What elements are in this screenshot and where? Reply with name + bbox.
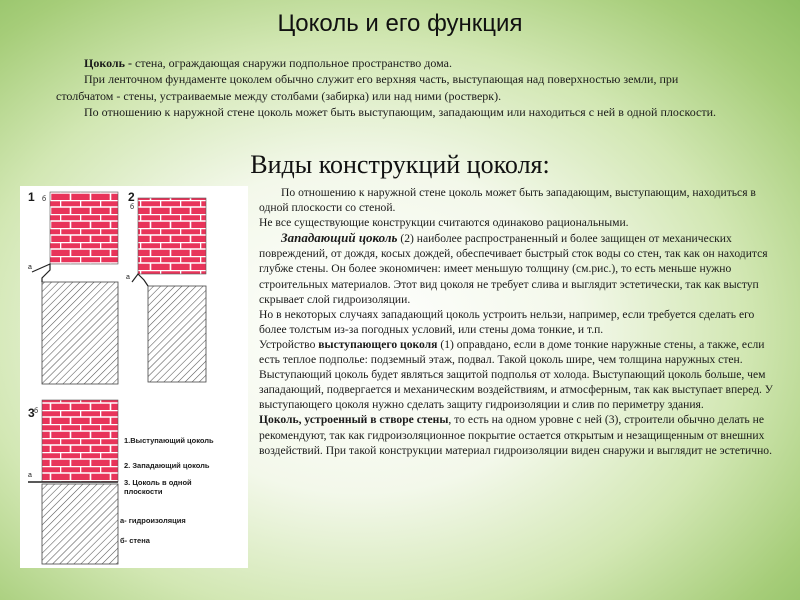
waterproofing-1 (32, 264, 50, 282)
plinth-2-hatch (148, 286, 206, 382)
wall-3-bricks (42, 400, 118, 482)
body-paragraph-4: Но в некоторых случаях западающий цоколь устроить нельзи, например, если требуется сделать его более толстым из-за погодных условий, или стены дома тонкие, и т.п. (259, 307, 755, 336)
tag-wall-3: б (34, 408, 39, 415)
body-paragraph-projecting: Устройство выступающего цоколя (1) оправдано, если в доме тонкие наружные стены, а также, если есть теплое подполье: подземный этаж, подвал. Такой цоколь шире, чем толщина наружных стен. Выступающий цоколь будет являться защитой подполья от холода. Выступающий цоколь больше, чем западающий, подвергается и механическим воздействиям, и атмосферным, так как выступает вперед. У выступающего цоколя нужно сделать защиту гидроизоляции и слив по периметру здания. (259, 337, 774, 412)
wall-1-bricks (50, 192, 118, 264)
tag-waterproofing-3: а (28, 472, 32, 479)
body-paragraph-flush: Цоколь, устроенный в створе стены, то есть на одном уровне с ней (3), строители обычно делать не рекомендуют, так как гидроизоляционное покрытие остается открытым и незащищенным от внешних воздействий. При такой конструкции материал гидроизоляции виден снаружи и выглядит не эстетично. (259, 413, 772, 457)
figure-number-2: 2 (128, 190, 135, 204)
tag-waterproofing-1: а (28, 264, 32, 271)
term-projecting-plinth: выступающего цоколя (318, 337, 438, 351)
intro-paragraph-3: По отношению к наружной стене цоколь может быть выступающим, западающим или находиться с ней в одной плоскости. (84, 104, 717, 119)
body-paragraph-2: Не все существующие конструкции считаются одинаково рациональными. (259, 216, 629, 230)
section-subtitle: Виды конструкций цоколя: (250, 150, 550, 179)
plinth-3-hatch (42, 484, 118, 564)
intro-term: Цоколь - (84, 56, 133, 70)
intro-text (56, 55, 716, 120)
term-flush-plinth: Цоколь, устроенный в створе стены (259, 413, 449, 427)
legend-projecting: 1.Выступающий цоколь (124, 436, 214, 445)
tag-wall-2: б (130, 204, 135, 211)
legend-waterproofing: а- гидроизоляция (120, 516, 186, 525)
plinth-types-figure (20, 186, 248, 568)
legend-flush: 3. Цоколь в одной плоскости (124, 478, 192, 496)
plinth-types-description (259, 185, 779, 458)
body-paragraph-recessed: Западающий цоколь (2) наиболее распространенный и более защищен от механических повреждений, от дождя, косых дождей, обеспечивает быстрый сток воды со стен, так как он находится глубже стены. Он более экономичен: имеет меньшую толщину (см.рис.), то есть меньше нужно строительных материалов. Этот вид цоколя не требует слива и выглядит эстетически, так как выступ скрывает слой гидроизоляции. (259, 230, 768, 306)
term-recessed-plinth: Западающий цоколь (281, 230, 398, 246)
plinth-diagram (20, 186, 248, 568)
legend-wall: б- стена (120, 536, 150, 545)
waterproofing-2 (132, 274, 148, 286)
legend-recessed: 2. Западающий цоколь (124, 461, 210, 470)
wall-2-bricks (138, 198, 206, 274)
intro-definition: Цоколь - стена, ограждающая снаружи подпольное пространство дома. (84, 56, 453, 70)
plinth-1-hatch (42, 282, 118, 384)
tag-wall-1: б (42, 196, 47, 203)
slide-title: Цоколь и его функция (277, 10, 523, 37)
figure-number-1: 1 (28, 190, 35, 204)
tag-waterproofing-2: а (126, 274, 130, 281)
figure-number-3: 3 (28, 406, 35, 420)
intro-paragraph-2: При ленточном фундаменте цоколем обычно служит его верхняя часть, выступающая над поверхностью земли, при столбчатом - стены, устраиваемые между столбами (забирка) или над ними (ростверк). (56, 72, 679, 103)
body-paragraph-1: По отношению к наружной стене цоколь может быть западающим, выступающим, находиться в одной плоскости со стеной. (259, 186, 756, 215)
